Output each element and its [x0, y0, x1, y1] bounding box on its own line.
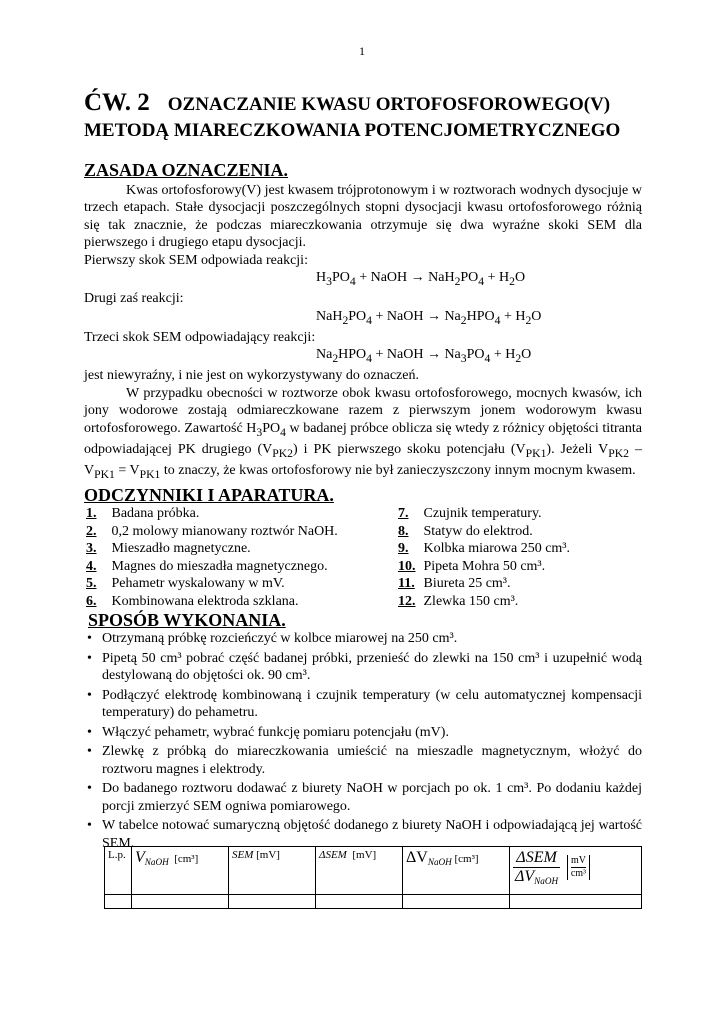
text-line: Drugi zaś reakcji: [84, 291, 184, 307]
list-item-number: 12. [398, 593, 416, 609]
reaction-3: $Na_2HPO_4$ + NaOH → $Na_3PO_4 + H_2O$ [316, 347, 532, 366]
procedure-step: • Podłączyć elektrodę kombinowaną i czujnik temperatury (w celu automatycznej kompensacji temperatury) do pehametru. [84, 687, 642, 722]
list-item-number: 10. [398, 558, 416, 574]
section-heading-odczynniki: ODCZYNNIKI I APARATURA. [84, 485, 334, 505]
list-item [398, 558, 570, 576]
list-item-number: 11. [398, 576, 415, 591]
procedure-steps [84, 630, 642, 854]
section-zasada [84, 182, 642, 483]
text-line: jest niewyraźny, i nie jest on wykorzystywany do oznaczeń. [84, 368, 419, 384]
list-item-text: Pipeta Mohra 50 cm³. [423, 558, 546, 574]
header-delta-v: $\Delta V_{NaOH}$ [cm³] [403, 847, 510, 895]
list-item [398, 540, 570, 558]
list-item [86, 575, 338, 593]
list-item [86, 505, 338, 523]
reagents-list-left [86, 505, 338, 610]
text-line: Trzeci skok SEM odpowiadający reakcji: [84, 329, 316, 345]
paragraph-strong-acids: W przypadku obecności w roztworze obok kwasu ortofosforowego, mocnych kwasów, ich jony wodorowe zostają odmiareczkowane razem z pierwszym jonem wodorowym kwasu ortofosforowego. Zawartość $H_3PO_4$ w badanej próbce oblicza się wtedy z różnicy objętości titranta odpowiadającej PK drugiego $(V_{PK2})$ i PK pierwszego skoku potencjału $(V_{PK1})$. Jeżeli $V_{PK2} - V_{PK1} = V_{PK1}$ to znaczy, że kwas ortofosforowy nie był zanieczyszczony innym mocnym kwasem. [84, 385, 643, 481]
list-item-text: Magnes do mieszadła magnetycznego. [111, 558, 328, 574]
header-ratio [510, 847, 642, 895]
list-item-text: 0,2 molowy mianowany roztwór NaOH. [111, 523, 338, 539]
list-item [86, 523, 338, 541]
title-text-1: OZNACZANIE KWASU ORTOFOSFOROWEGO(V) [167, 94, 611, 115]
list-item [86, 540, 338, 558]
procedure-step: • W tabelce notować sumaryczną objętość dodanego z biurety NaOH i odpowiadającą jej wartość SEM. [84, 817, 642, 852]
header-sem: SEM [mV] [229, 847, 316, 895]
list-item [86, 558, 338, 576]
list-item [398, 523, 570, 541]
section-heading-zasada: ZASADA OZNACZENIA. [84, 160, 289, 180]
list-item-number: 8. [398, 523, 409, 539]
text-line: Pierwszy skok SEM odpowiada reakcji: [84, 252, 308, 268]
list-item [398, 575, 570, 593]
list-item-text: Kolbka miarowa 250 cm³. [423, 541, 570, 556]
results-table [104, 846, 642, 909]
header-lp: L.p. [105, 847, 132, 895]
list-item-number: 6. [86, 593, 97, 609]
list-item-text: Mieszadło magnetyczne. [111, 541, 251, 556]
reaction-2: $NaH_2PO_4$ + NaOH → $Na_2HPO_4 + H_2O$ [316, 308, 542, 327]
list-item-text: Czujnik temperatury. [423, 506, 542, 521]
list-item-text: Zlewka 150 cm³. [423, 593, 519, 609]
procedure-step: • Pipetą 50 cm³ pobrać część badanej próbki, przenieść do zlewki na 150 cm³ i uzupełnić wodą destylowaną do objętości ok. 90 cm³. [84, 650, 642, 685]
list-item-number: 3. [86, 541, 97, 556]
list-item-text: Kombinowana elektroda szklana. [111, 593, 299, 609]
title-line-1 [84, 90, 644, 118]
list-item-text: Badana próbka. [111, 506, 200, 521]
document-title [84, 90, 644, 144]
list-item [398, 505, 570, 523]
list-item-text: Pehametr wyskalowany w mV. [111, 576, 285, 591]
list-item-number: 4. [86, 558, 97, 574]
list-item [86, 593, 338, 611]
list-item [398, 593, 570, 611]
list-item-number: 2. [86, 523, 97, 539]
list-item-text: Statyw do elektrod. [423, 523, 533, 539]
reaction-1: $H_3PO_4$ + NaOH → $NaH_2PO_4 + H_2O$ [316, 270, 526, 288]
list-item-text: Biureta 25 cm³. [423, 576, 511, 591]
list-item-number: 7. [398, 506, 409, 521]
paragraph-intro: Kwas ortofosforowy(V) jest kwasem trójprotonowym i w roztworach wodnych dysocjuje w trzech etapach. Stałe dysocjacji poszczególnych stopni dysocjacji kwasu ortofosforowego różnią się tak znacznie, że podczas miareczkowania otrzymuje się dwa wyraźne skoki SEM dla pierwszego i drugiego etapu dysocjacji. [84, 183, 642, 251]
exercise-number: ĆW. 2 [84, 89, 150, 116]
page-number: 1 [359, 44, 365, 58]
ratio-unit: $\frac{mV}{\text{cm³}}$ [567, 855, 590, 880]
table-header-row [105, 847, 642, 895]
list-item-number: 9. [398, 541, 409, 556]
ratio-fraction: $\frac{\text{ΔSEM}}{\Delta V_{NaOH}}$ [515, 849, 559, 887]
reagents-list-right [398, 505, 570, 610]
title-line-2: METODĄ MIARECZKOWANIA POTENCJOMETRYCZNEGO [84, 120, 621, 141]
section-heading-sposob: SPOSÓB WYKONANIA. [88, 610, 286, 630]
procedure-step: • Włączyć pehametr, wybrać funkcję pomiaru potencjału (mV). [84, 724, 642, 741]
procedure-step: • Otrzymaną próbkę rozcieńczyć w kolbce miarowej na 250 cm³. [84, 630, 642, 647]
header-delta-sem: ΔSEM [mV] [316, 847, 403, 895]
procedure-step: • Zlewkę z próbką do miareczkowania umieścić na mieszadle magnetycznym, włożyć do roztworu magnes i elektrody. [84, 743, 642, 778]
list-item-number: 5. [86, 576, 97, 591]
table-row [105, 895, 642, 909]
list-item-number: 1. [86, 506, 97, 521]
procedure-step: • Do badanego roztworu dodawać z biurety NaOH w porcjach po ok. 1 cm³. Po dodaniu każdej porcji zmierzyć SEM ogniwa pomiarowego. [84, 780, 642, 815]
header-v-naoh: $V_{NaOH}$ [cm³] [132, 847, 229, 895]
